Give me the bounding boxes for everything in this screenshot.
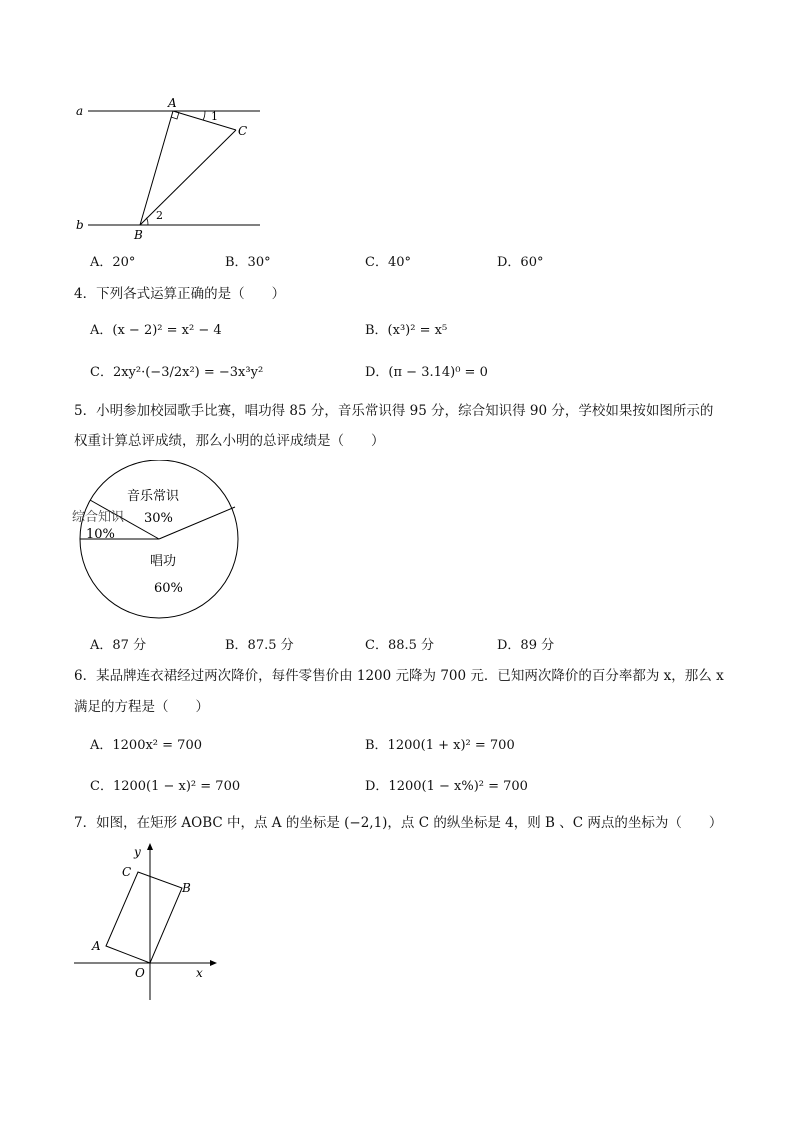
pie-pct-general: 10% bbox=[86, 527, 115, 542]
angle-1-arc bbox=[203, 111, 205, 120]
pie-label-music: 音乐常识 bbox=[127, 489, 180, 504]
q4-option-c: C．2xy²·(−3/2x²) = −3x³y² bbox=[90, 365, 264, 380]
q5-option-d: D．89 分 bbox=[497, 638, 555, 653]
pie-label-general: 综合知识 bbox=[72, 510, 125, 525]
q5-stem-line2: 权重计算总评成绩，那么小明的总评成绩是（ ） bbox=[74, 433, 385, 449]
pie-pct-music: 30% bbox=[144, 511, 173, 526]
q6-option-c: C．1200(1 − x)² = 700 bbox=[90, 779, 241, 794]
label-A: A bbox=[92, 939, 101, 953]
label-angle-1: 1 bbox=[211, 110, 218, 123]
q5-stem-line1: 5．小明参加校园歌手比赛，唱功得 85 分，音乐常识得 95 分，综合知识得 90 分，学校如果按如图所示的 bbox=[74, 403, 714, 419]
pie-label-singing: 唱功 bbox=[150, 554, 177, 569]
q6-stem-line1: 6．某品牌连衣裙经过两次降价，每件零售价由 1200 元降为 700 元．已知两次降价的百分率都为 x，那么 x bbox=[74, 668, 724, 684]
label-B: B bbox=[182, 881, 191, 895]
q3-option-c: C．40° bbox=[365, 255, 411, 270]
segment-bc bbox=[140, 130, 236, 225]
q4-option-d: D．(π − 3.14)⁰ = 0 bbox=[365, 365, 488, 380]
label-C: C bbox=[238, 124, 248, 138]
label-B: B bbox=[134, 228, 143, 242]
q3-option-d: D．60° bbox=[497, 255, 544, 270]
q5-option-c: C．88.5 分 bbox=[365, 638, 435, 653]
label-y: y bbox=[134, 845, 141, 859]
label-O: O bbox=[135, 966, 145, 980]
q7-figure bbox=[68, 840, 228, 1005]
label-A: A bbox=[168, 96, 177, 110]
q5-pie-chart bbox=[70, 460, 250, 628]
label-angle-2: 2 bbox=[156, 209, 163, 222]
q7-stem: 7．如图，在矩形 AOBC 中，点 A 的坐标是 (−2,1)，点 C 的纵坐标是 4，则 B 、C 两点的坐标为（ ） bbox=[74, 815, 723, 831]
q5-option-b: B．87.5 分 bbox=[225, 638, 294, 653]
label-x: x bbox=[196, 966, 203, 980]
label-a: a bbox=[76, 104, 84, 118]
q4-stem: 4．下列各式运算正确的是（ ） bbox=[74, 286, 286, 302]
label-C: C bbox=[122, 865, 132, 879]
rectangle-aobc bbox=[106, 872, 182, 963]
label-b: b bbox=[76, 218, 84, 232]
q3-option-a: A．20° bbox=[90, 255, 136, 270]
q5-option-a: A．87 分 bbox=[90, 638, 147, 653]
q6-option-a: A．1200x² = 700 bbox=[90, 738, 202, 753]
q4-option-b: B．(x³)² = x⁵ bbox=[365, 323, 448, 338]
q3-option-b: B．30° bbox=[225, 255, 271, 270]
q6-stem-line2: 满足的方程是（ ） bbox=[74, 699, 209, 715]
q6-option-b: B．1200(1 + x)² = 700 bbox=[365, 738, 515, 753]
q3-figure bbox=[70, 95, 270, 245]
q4-option-a: A．(x − 2)² = x² − 4 bbox=[90, 323, 222, 338]
pie-pct-singing: 60% bbox=[154, 581, 183, 596]
q6-option-d: D．1200(1 − x%)² = 700 bbox=[365, 779, 528, 794]
segment-ab bbox=[140, 111, 173, 225]
